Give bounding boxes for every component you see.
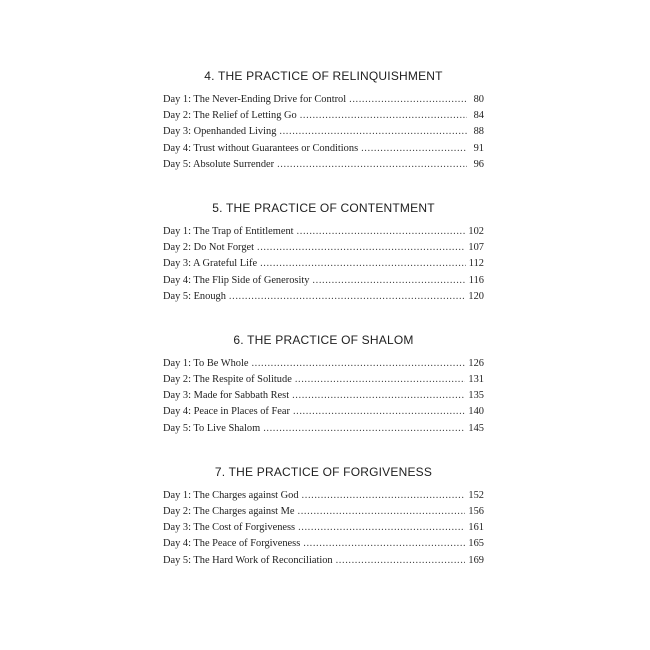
toc-entry[interactable]	[163, 520, 484, 536]
entry-label: Day 4: Trust without Guarantees or Conditions	[163, 142, 359, 154]
toc-entry[interactable]	[163, 108, 484, 124]
dot-leader	[257, 240, 465, 256]
entry-page-number: 120	[468, 290, 484, 302]
toc-entry[interactable]	[163, 124, 484, 140]
entry-label: Day 3: The Cost of Forgiveness	[163, 522, 296, 534]
entry-page-number: 107	[468, 242, 484, 254]
entry-list	[163, 488, 484, 569]
entry-page-number: 80	[473, 94, 484, 105]
dot-leader	[312, 273, 465, 289]
toc-entry[interactable]	[163, 388, 484, 404]
entry-page-number: 91	[473, 142, 484, 154]
entry-page-number: 145	[468, 422, 484, 434]
toc-section-forgiveness	[163, 464, 484, 569]
entry-label: Day 3: Made for Sabbath Rest	[163, 390, 290, 402]
dot-leader	[361, 141, 467, 157]
toc-entry[interactable]	[163, 553, 484, 569]
entry-label: Day 2: The Respite of Solitude	[163, 374, 292, 386]
entry-label: Day 3: A Grateful Life	[163, 258, 258, 270]
entry-label: Day 5: To Live Shalom	[163, 422, 261, 434]
dot-leader	[260, 256, 466, 272]
entry-page-number: 112	[468, 258, 484, 270]
dot-leader	[303, 536, 465, 552]
toc-entry[interactable]	[163, 240, 484, 256]
dot-leader	[229, 289, 465, 305]
entry-list	[163, 224, 484, 305]
dot-leader	[263, 421, 465, 437]
entry-list	[163, 92, 484, 173]
toc-entry[interactable]	[163, 157, 484, 173]
entry-label: Day 4: Peace in Places of Fear	[163, 406, 290, 418]
entry-page-number: 161	[468, 522, 484, 534]
section-title: 5. THE PRACTICE OF CONTENTMENT	[212, 200, 435, 215]
dot-leader	[277, 157, 467, 173]
toc-entry[interactable]	[163, 273, 484, 289]
entry-label: Day 2: The Relief of Letting Go	[163, 110, 297, 122]
dot-leader	[349, 92, 467, 108]
table-of-contents	[163, 68, 484, 569]
dot-leader	[298, 504, 466, 520]
entry-page-number: 102	[468, 225, 484, 237]
entry-page-number: 140	[468, 406, 484, 418]
dot-leader	[302, 488, 466, 504]
entry-label: Day 5: Enough	[163, 290, 226, 302]
entry-page-number: 126	[468, 357, 484, 369]
entry-label: Day 1: The Trap of Entitlement	[163, 225, 294, 237]
section-title: 4. THE PRACTICE OF RELINQUISHMENT	[204, 69, 443, 83]
dot-leader	[300, 108, 467, 124]
entry-label: Day 3: Openhanded Living	[163, 126, 277, 138]
entry-label: Day 2: Do Not Forget	[163, 242, 255, 254]
entry-label: Day 1: To Be Whole	[163, 357, 249, 369]
dot-leader	[279, 124, 467, 140]
entry-page-number: 131	[468, 374, 484, 386]
toc-entry[interactable]	[163, 141, 484, 157]
entry-page-number: 152	[468, 489, 484, 501]
dot-leader	[292, 388, 465, 404]
toc-entry[interactable]	[163, 488, 484, 504]
entry-label: Day 4: The Peace of Forgiveness	[163, 538, 301, 550]
entry-label: Day 1: The Never-Ending Drive for Control	[163, 94, 347, 105]
entry-page-number: 96	[473, 158, 484, 170]
toc-entry[interactable]	[163, 356, 484, 372]
entry-page-number: 84	[473, 110, 484, 122]
entry-page-number: 135	[468, 390, 484, 402]
entry-page-number: 88	[473, 126, 484, 138]
toc-entry[interactable]	[163, 289, 484, 305]
toc-entry[interactable]	[163, 536, 484, 552]
dot-leader	[298, 520, 465, 536]
entry-label: Day 1: The Charges against God	[163, 489, 299, 501]
entry-list	[163, 356, 484, 437]
dot-leader	[293, 404, 465, 420]
entry-page-number: 169	[468, 554, 484, 566]
entry-page-number: 156	[468, 506, 484, 517]
section-title: 6. THE PRACTICE OF SHALOM	[233, 332, 414, 347]
dot-leader	[336, 553, 466, 569]
toc-section-shalom	[163, 332, 484, 437]
entry-page-number: 165	[468, 538, 484, 550]
entry-label: Day 4: The Flip Side of Generosity	[163, 274, 310, 286]
toc-entry[interactable]	[163, 372, 484, 388]
dot-leader	[251, 356, 465, 372]
toc-section-relinquishment	[163, 68, 484, 173]
toc-section-contentment	[163, 200, 484, 305]
entry-label: Day 5: The Hard Work of Reconciliation	[163, 554, 333, 566]
toc-entry[interactable]	[163, 224, 484, 240]
toc-entry[interactable]	[163, 256, 484, 272]
section-title: 7. THE PRACTICE OF FORGIVENESS	[214, 464, 433, 479]
dot-leader	[297, 224, 466, 240]
entry-label: Day 2: The Charges against Me	[163, 506, 295, 517]
toc-entry[interactable]	[163, 504, 484, 520]
toc-entry[interactable]	[163, 404, 484, 420]
entry-page-number: 116	[468, 274, 484, 286]
entry-label: Day 5: Absolute Surrender	[163, 158, 275, 170]
toc-entry[interactable]	[163, 421, 484, 437]
dot-leader	[295, 372, 466, 388]
toc-entry[interactable]	[163, 92, 484, 108]
